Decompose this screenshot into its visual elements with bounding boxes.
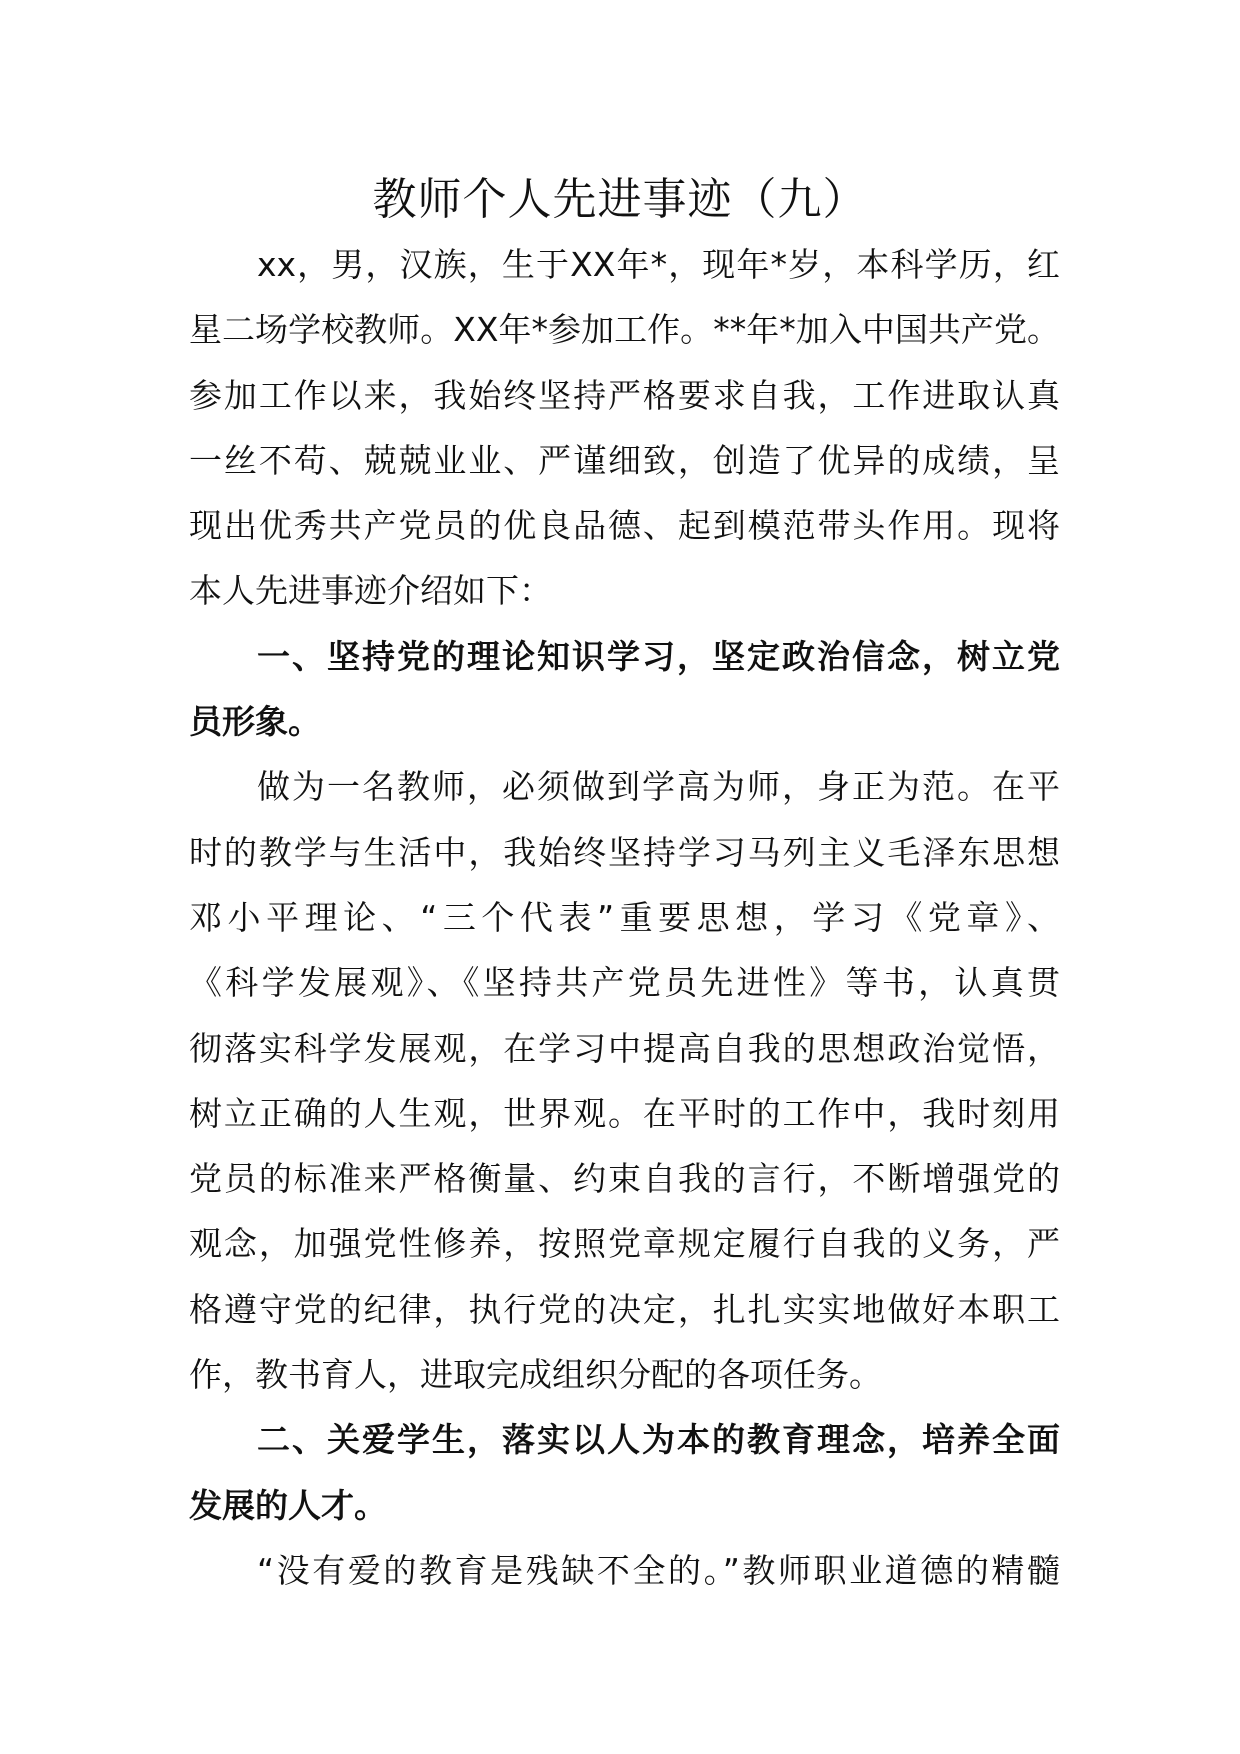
text-line: 作，教书育人，进取完成组织分配的各项任务。 [189,1355,882,1395]
text-line: 树立正确的人生观，世界观。在平时的工作中，我时刻用 [189,1093,1060,1133]
document-body [189,232,1060,1603]
text-line: 观念，加强党性修养，按照党章规定履行自我的义务，严 [189,1224,1060,1264]
text-line: “没有爱的教育是残缺不全的。”教师职业道德的精髓 [257,1550,1060,1590]
text-line: 彻落实科学发展观，在学习中提高自我的思想政治觉悟， [189,1028,1060,1068]
document-title: 教师个人先进事迹（九） [372,174,868,225]
text-line: 《科学发展观》、《坚持共产党员先进性》等书，认真贯 [189,963,1060,1003]
text-line: xx，男，汉族，生于XX年*，现年*岁，本科学历，红 [257,245,1060,284]
section-heading-2-cont: 发展的人才。 [189,1485,387,1525]
text-line: 一丝不苟、兢兢业业、严谨细致，创造了优异的成绩，呈 [189,440,1060,480]
section-heading-2: 二、关爱学生，落实以人为本的教育理念，培养全面 [257,1420,1060,1460]
text-line: 现出优秀共产党员的优良品德、起到模范带头作用。现将 [189,506,1060,546]
text-line: 做为一名教师，必须做到学高为师，身正为范。在平 [257,767,1060,807]
text-line: 格遵守党的纪律，执行党的决定，扎扎实实地做好本职工 [189,1289,1060,1329]
section-heading-1-cont: 员形象。 [189,702,321,742]
text-line: 参加工作以来，我始终坚持严格要求自我，工作进取认真 [189,375,1060,415]
text-line: 星二场学校教师。XX年*参加工作。**年*加入中国共产党。 [189,310,1060,350]
section-heading-1: 一、坚持党的理论知识学习，坚定政治信念，树立党 [257,636,1060,676]
text-line: 邓小平理论、“三个代表”重要思想，学习《党章》、 [189,897,1060,937]
text-line: 党员的标准来严格衡量、约束自我的言行，不断增强党的 [189,1159,1060,1199]
text-line: 时的教学与生活中，我始终坚持学习马列主义毛泽东思想 [189,832,1060,872]
text-line: 本人先进事迹介绍如下： [189,571,552,611]
